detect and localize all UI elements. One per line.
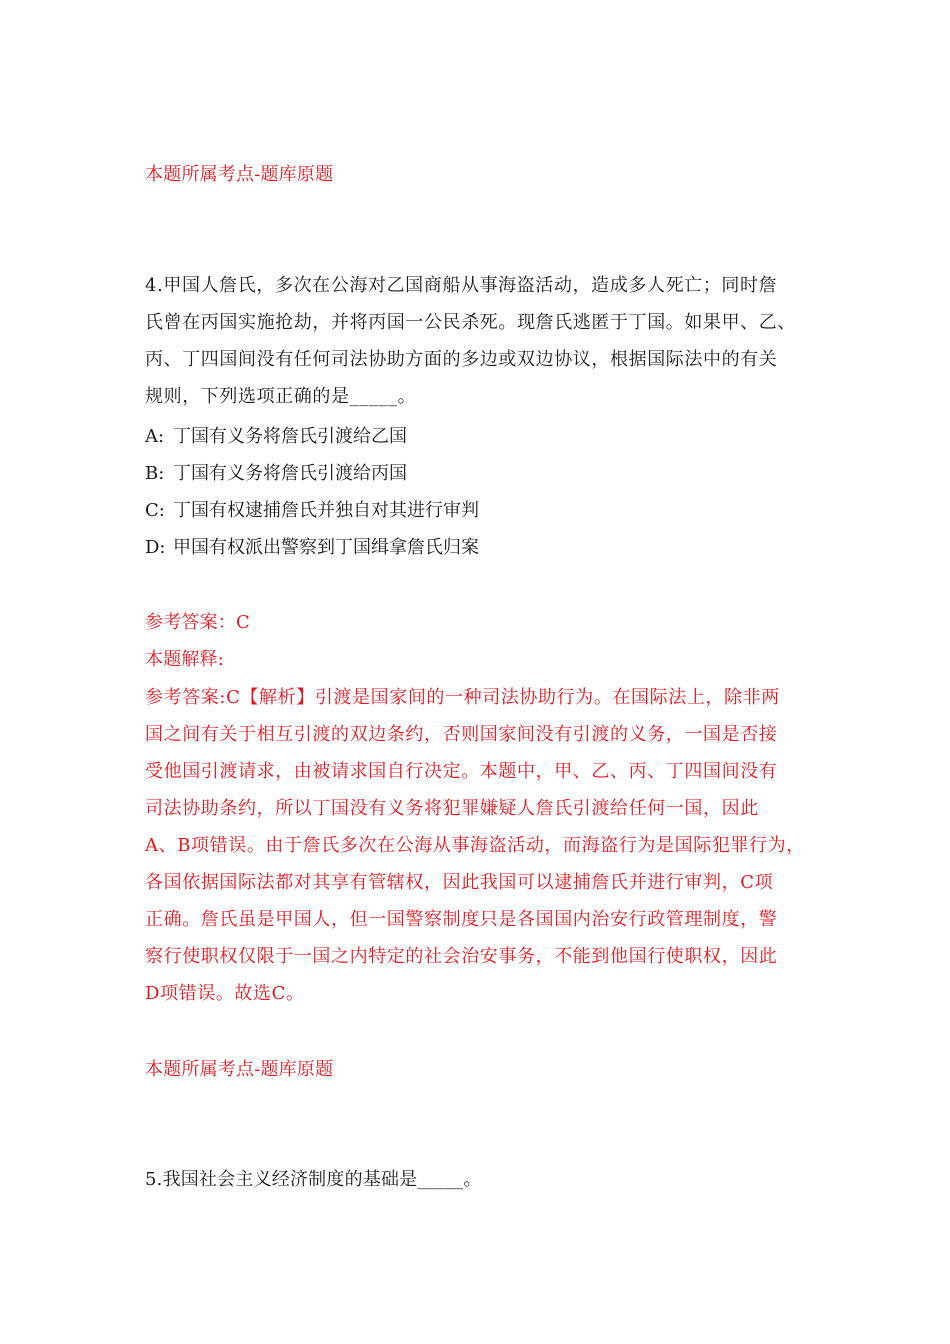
question-line: 丙、丁四国间没有任何司法协助方面的多边或双边协议，根据国际法中的有关 [145, 349, 778, 370]
explanation-line: A、B项错误。由于詹氏多次在公海从事海盗活动，而海盗行为是国际犯罪行为， [145, 835, 805, 856]
explanation-text [145, 679, 815, 1012]
explanation-line: 参考答案:C【解析】引渡是国家间的一种司法协助行为。在国际法上，除非两 [145, 687, 780, 708]
explanation-line: 正确。詹氏虽是甲国人，但一国警察制度只是各国国内治安行政管理制度，警 [145, 909, 778, 930]
question-line: 规则，下列选项正确的是_____。 [145, 386, 417, 407]
question-4-stem [145, 267, 815, 415]
option-key: C: [145, 500, 165, 521]
option-b [145, 462, 407, 486]
option-d [145, 536, 479, 560]
option-text: 丁国有义务将詹氏引渡给丙国 [173, 463, 407, 484]
option-text: 甲国有权派出警察到丁国缉拿詹氏归案 [173, 537, 479, 558]
answer-label: 参考答案：C [145, 612, 250, 633]
explanation-label: 本题解释: [145, 649, 225, 670]
explanation-line: 各国依据国际法都对其享有管辖权，因此我国可以逮捕詹氏并进行审判，C项 [145, 872, 774, 893]
section-label: 本题所属考点-题库原题 [145, 1059, 334, 1080]
section-label: 本题所属考点-题库原题 [145, 164, 334, 185]
option-key: B: [145, 463, 165, 484]
option-text: 丁国有权逮捕詹氏并独自对其进行审判 [173, 500, 479, 521]
explanation-line: 察行使职权仅限于一国之内特定的社会治安事务，不能到他国行使职权，因此 [145, 946, 778, 967]
option-a [145, 425, 407, 449]
option-c [145, 499, 479, 523]
option-key: D: [145, 537, 166, 558]
explanation-line: 受他国引渡请求，由被请求国自行决定。本题中，甲、乙、丙、丁四国间没有 [145, 761, 778, 782]
question-5-stem: 5.我国社会主义经济制度的基础是_____。 [145, 1169, 482, 1190]
option-text: 丁国有义务将詹氏引渡给乙国 [173, 426, 407, 447]
explanation-line: 国之间有关于相互引渡的双边条约，否则国家间没有引渡的义务，一国是否接 [145, 724, 778, 745]
question-line: 氏曾在丙国实施抢劫，并将丙国一公民杀死。现詹氏逃匿于丁国。如果甲、乙、 [145, 312, 796, 333]
explanation-line: D项错误。故选C。 [145, 983, 305, 1004]
question-line: 4.甲国人詹氏，多次在公海对乙国商船从事海盗活动，造成多人死亡；同时詹 [145, 275, 778, 296]
explanation-line: 司法协助条约，所以丁国没有义务将犯罪嫌疑人詹氏引渡给任何一国，因此 [145, 798, 759, 819]
option-key: A: [145, 426, 165, 447]
